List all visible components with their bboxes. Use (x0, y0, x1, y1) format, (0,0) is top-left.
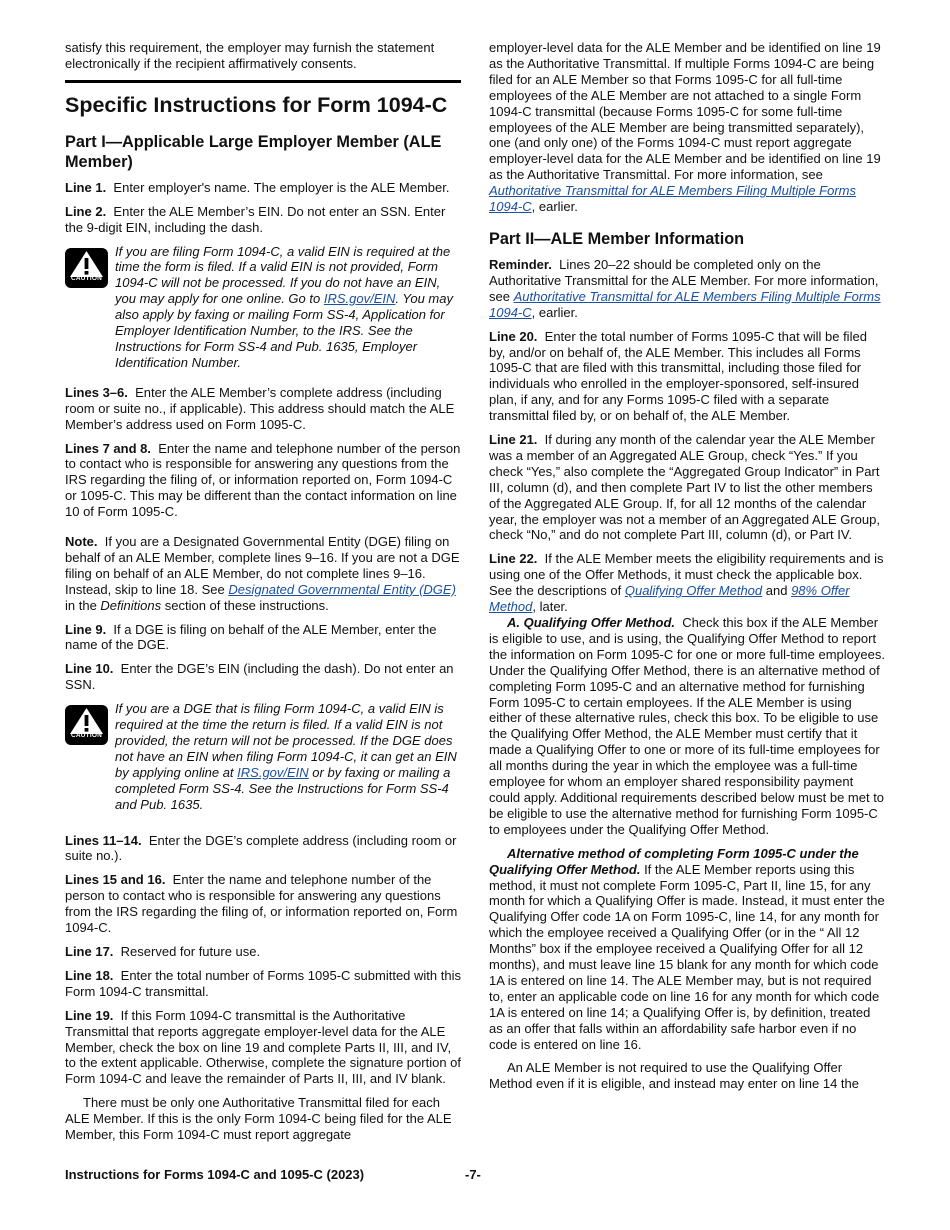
left-column (65, 40, 461, 1151)
right-column (489, 40, 885, 1100)
qualifying-offer-text: Check this box if the ALE Member is eligible to use, and is using, the Qualifying Offer Method to report the information on Form 1095-C for one or more full-time employees. Under the Qualifying Offer Method, there is an alternative method of completing Form 1095-C and an alternative method for furnishing Form 1095-C to certain employees. If the ALE Member is using either of these alternative rules, check this box. To be eligible to use the Qualifying Offer Method, the ALE Member must certify that it made a Qualifying Offer to one or more of its full-time employees for all months during the year in which the employee was a full-time employee for whom an employer shared responsibility payment could apply. Additional requirements described below must be met to be eligible to use the alternative method for furnishing Form 1095-C to employees under the Qualifying Offer Method. (489, 615, 885, 837)
qualifying-offer-paragraph (489, 615, 885, 838)
line20-text: Enter the total number of Forms 1095-C that will be filed by, and/or on behalf of, the ALE Member. This includes all Forms 1095-C that are filed with this transmittal, including those filed for individuals who enrolled in the employer-sponsored, self-insured plan, if any, and for any Forms 1095-C filed with a separate transmittal filed by, or on behalf of, the ALE Member. (489, 328, 867, 424)
note-label: Note. (65, 534, 98, 550)
line19-continuation: There must be only one Authoritative Transmittal filed for each ALE Member. If this is the only Form 1094-C being filed for the ALE Member, this Form 1094-C must report aggregate (65, 1095, 452, 1143)
reminder-paragraph (489, 257, 885, 321)
line18-text: Enter the total number of Forms 1095-C submitted with this Form 1094-C transmittal. (65, 967, 461, 999)
part2-heading: Part II—ALE Member Information (489, 229, 745, 248)
section-rule (65, 80, 461, 83)
caution1-text-b: . You may also apply by faxing or mailing Form SS-4, Application for Employer Identification Number, to the IRS. See the Instructions for Form SS-4 and Pub. 1635, Employer Identification Number. (115, 291, 453, 370)
irs-ein-link-1[interactable]: IRS.gov/EIN (323, 291, 396, 307)
caution-label: CAUTION (70, 732, 102, 740)
caution-box-1 (65, 244, 461, 371)
line20-paragraph (489, 329, 885, 424)
line19-label: Line 19. (65, 1007, 114, 1023)
line9-paragraph (65, 622, 461, 654)
line21-text: If during any month of the calendar year the ALE Member was a member of an Aggregated ALE Group, check “Yes.” If you check “Yes,” also complete the “Aggregated Group Indicator” in Part III, column (d), and then complete Part IV to list the other members of the Aggregated ALE Group. If, for all 12 months of the calendar year, the employer was not a member of an Aggregated ALE Group, check “No,” and do not complete Part III, column (d), or Part IV. (489, 432, 880, 543)
caution-box-2 (65, 701, 461, 812)
dge-link[interactable]: Designated Governmental Entity (DGE) (228, 581, 456, 597)
line2-text: Enter the ALE Member’s EIN. Do not enter an SSN. Enter the 9-digit EIN, including the dash. (65, 203, 446, 235)
alternative-method-text: If the ALE Member reports using this method, it must not complete Form 1095-C, Part II, line 15, for any month for which a Qualifying Offer is made. Instead, it must enter the Qualifying Offer code 1A on Form 1095-C, line 14, for any month for which the employee received a Qualifying Offer (or in the “ All 12 Months” box if the employee received a Qualifying Offer for all 12 months), and must leave line 15 blank for any month for which code 1A is entered on line 14. The ALE Member may, but is not required to, enter an applicable code on line 16 for any month for which code 1A is entered on line 14; a Qualifying Offer is, by definition, treated as an offer that falls within an affordability safe harbor even if no code is entered on line 16. (489, 861, 885, 1052)
last-paragraph: An ALE Member is not required to use the Qualifying Offer Method even if it is eligible, and instead may enter on line 14 the (489, 1060, 860, 1092)
continuation-text-b: , earlier. (531, 199, 578, 215)
alternative-method-paragraph (489, 846, 885, 1053)
caution1-text-a: If you are filing Form 1094-C, a valid EIN is required at the time the form is filed. If a valid EIN is not provided, Form 1094-C will not be processed. If you do not have an EIN, you may apply for one online. Go to (115, 243, 451, 307)
note-text-c: section of these instructions. (161, 597, 329, 613)
line9-text: If a DGE is filing on behalf of the ALE Member, enter the name of the DGE. (65, 621, 437, 653)
qualifying-offer-label: A. Qualifying Offer Method. (507, 615, 676, 630)
lines15-16-paragraph (65, 872, 461, 936)
line22-paragraph (489, 551, 885, 615)
line22-text-b: and (762, 583, 792, 599)
line10-text: Enter the DGE’s EIN (including the dash). Do not enter an SSN. (65, 661, 454, 693)
continuation-paragraph (489, 40, 885, 215)
caution2-text-a: If you are a DGE that is filing Form 1094-C, a valid EIN is required at the time the return is filed. If a valid EIN is not provided, the return will not be processed. If the DGE does not have an EIN when filing Form 1094-C, it can get an EIN by applying online at (115, 701, 457, 780)
line17-label: Line 17. (65, 943, 114, 959)
note-text-b: in the (65, 597, 101, 613)
offer-method-98-link[interactable]: 98% Offer Method (489, 583, 850, 615)
line21-label: Line 21. (489, 432, 538, 448)
reminder-text-b: , earlier. (531, 304, 578, 320)
page-number: -7- (465, 1167, 481, 1182)
caution-icon (65, 705, 108, 745)
lines11-14-label: Lines 11–14. (65, 832, 142, 848)
caution-icon (65, 248, 108, 288)
lines7-8-paragraph (65, 441, 461, 521)
footer-title: Instructions for Forms 1094-C and 1095-C (2023) (65, 1167, 365, 1182)
line17-paragraph (65, 944, 461, 960)
line22-text-c: , later. (532, 599, 568, 615)
lines15-16-text: Enter the name and telephone number of the person to contact who is responsible for answering any questions from the IRS regarding the filing of, or information reported on, Form 1094-C. (65, 872, 458, 936)
line21-paragraph (489, 432, 885, 543)
lines7-8-label: Lines 7 and 8. (65, 440, 151, 456)
lines11-14-paragraph (65, 833, 461, 865)
reminder-label: Reminder. (489, 256, 552, 272)
note-text-a: If you are a Designated Governmental Entity (DGE) filing on behalf of an ALE Member, complete lines 9–16. If you are not a DGE filing on behalf of an ALE Member, do not complete lines 9–16. Instead, skip to line 18. See (65, 534, 460, 597)
continuation-text-a: employer-level data for the ALE Member and be identified on line 19 as the Authoritative Transmittal. If multiple Forms 1094-C are being filed for an ALE Member so that Forms 1095-C for all full-time employees of the ALE Member are not attached to a single Form 1094-C transmittal (because Forms 1095-C for some full-time employees of the ALE Member are being transmitted separately), one (and only one) of the Forms 1094-C must report aggregate employer-level data for the ALE Member and be identified on line 19 as the Authoritative Transmittal. For more information, see (489, 40, 881, 183)
line1-paragraph (65, 180, 461, 196)
line2-label: Line 2. (65, 203, 107, 219)
part1-heading: Part I—Applicable Large Employer Member (ALE Member) (65, 132, 442, 171)
line9-label: Line 9. (65, 621, 107, 637)
irs-ein-link-2[interactable]: IRS.gov/EIN (237, 764, 309, 780)
line18-paragraph (65, 968, 461, 1000)
page-title: Specific Instructions for Form 1094-C (65, 92, 448, 117)
lines11-14-text: Enter the DGE’s complete address (including room or suite no.). (65, 832, 457, 864)
caution2-text-b: or by faxing or mailing a completed Form SS-4. See the Instructions for Form SS-4 and Pub. 1635. (115, 764, 451, 812)
authoritative-transmittal-link-2[interactable]: Authoritative Transmittal for ALE Members Filing Multiple Forms 1094-C (489, 288, 881, 320)
lines3-6-label: Lines 3–6. (65, 384, 128, 400)
lines15-16-label: Lines 15 and 16. (65, 872, 166, 888)
caution-label: CAUTION (70, 274, 102, 282)
line19-text: If this Form 1094-C transmittal is the Authoritative Transmittal that reports aggregate employer-level data for the ALE Member, check the box on line 19 and complete Parts II, III, and IV, to the extent applicable. Otherwise, complete the signature portion of Form 1094-C and leave the remainder of Parts II, III, and IV blank. (65, 1007, 462, 1087)
line10-label: Line 10. (65, 661, 114, 677)
line22-text-a: If the ALE Member meets the eligibility requirements and is using one of the Offer Methods, it must check the applicable box. See the descriptions of (489, 551, 884, 599)
reminder-text-a: Lines 20–22 should be completed only on the Authoritative Transmittal for the ALE Member. For more information, see (489, 256, 879, 304)
line1-text: Enter employer's name. The employer is the ALE Member. (113, 179, 450, 195)
lines3-6-paragraph (65, 385, 461, 433)
lines7-8-text: Enter the name and telephone number of the person to contact who is responsible for answering any questions from the IRS regarding the filing of, or information reported on, Form 1094-C or 1095-C. This may be different than the contact information on line 10 of Form 1095-C. (65, 440, 461, 520)
line20-label: Line 20. (489, 328, 538, 344)
authoritative-transmittal-link-1[interactable]: Authoritative Transmittal for ALE Members Filing Multiple Forms 1094-C (489, 183, 856, 215)
alternative-method-label: Alternative method of completing Form 1095-C under the Qualifying Offer Method. (489, 845, 859, 877)
line18-label: Line 18. (65, 967, 114, 983)
line17-text: Reserved for future use. (120, 943, 261, 959)
line2-paragraph (65, 204, 461, 236)
line10-paragraph (65, 661, 461, 693)
lines3-6-text: Enter the ALE Member’s complete address (including room or suite no., if applicable). This address should match the ALE Member’s address used on Form 1095-C. (65, 384, 455, 432)
line1-label: Line 1. (65, 179, 107, 195)
intro-paragraph: satisfy this requirement, the employer may furnish the statement electronically if the recipient affirmatively consents. (65, 40, 435, 71)
note-definitions: Definitions (100, 597, 162, 613)
line22-label: Line 22. (489, 551, 538, 567)
note-paragraph (65, 534, 461, 614)
line19-paragraph (65, 1008, 461, 1088)
qualifying-offer-method-link[interactable]: Qualifying Offer Method (624, 583, 763, 599)
